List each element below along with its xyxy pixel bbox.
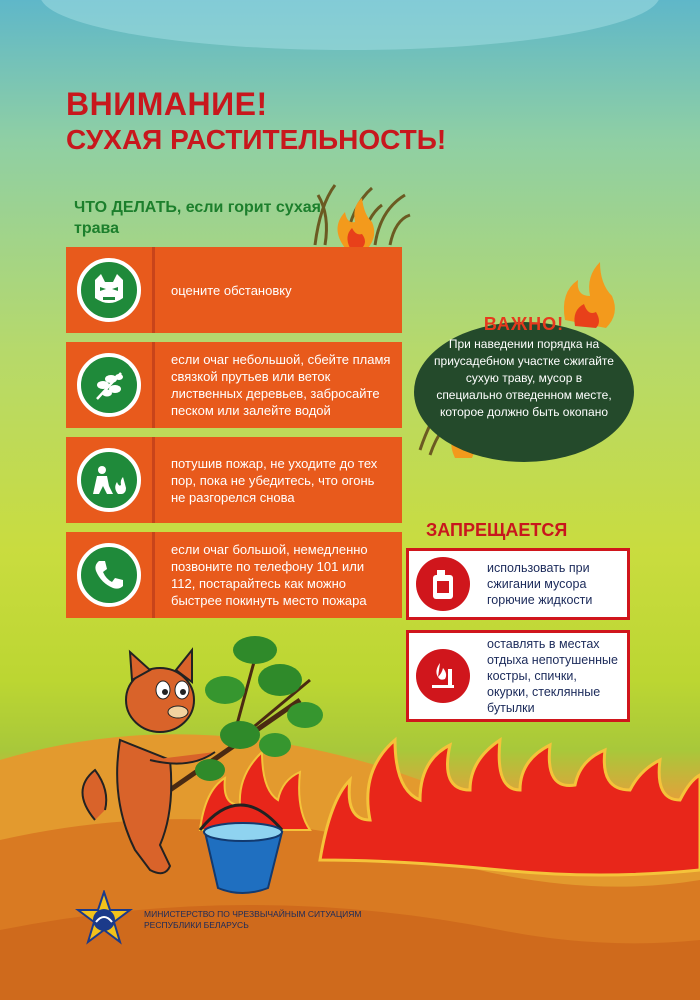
action-step xyxy=(66,247,402,333)
forbidden-item xyxy=(406,548,630,620)
page-title: ВНИМАНИЕ! xyxy=(66,86,268,122)
action-step-text: если очаг большой, немедленно позвоните по телефону 101 или 112, постарайтесь как можно быстрее покинуть место пожара xyxy=(171,542,368,608)
page-subtitle: СУХАЯ РАСТИТЕЛЬНОСТЬ! xyxy=(66,124,447,155)
action-step xyxy=(66,532,402,618)
action-step-text: если очаг небольшой, сбейте пламя связкой прутьев или веток лиственных деревьев, забросайте песком или залейте водой xyxy=(171,352,391,418)
important-note xyxy=(414,314,634,462)
wildfire-flames xyxy=(320,740,700,875)
branch-icon xyxy=(77,353,141,417)
mask-icon xyxy=(77,258,141,322)
phone-icon xyxy=(77,543,141,607)
action-step xyxy=(66,342,402,428)
forbidden-heading: ЗАПРЕЩАЕТСЯ xyxy=(426,520,568,540)
ministry-emblem-icon xyxy=(74,890,134,950)
what-to-do-heading: ЧТО ДЕЛАТЬ, если горит сухая трава xyxy=(74,199,321,237)
forbidden-item xyxy=(406,630,630,722)
important-title: ВАЖНО! xyxy=(483,314,565,334)
person-watching-fire-icon xyxy=(77,448,141,512)
action-step-text: потушив пожар, не уходите до тех пор, пока не убедитесь, что огонь не разгорелся снова xyxy=(171,455,378,505)
match-flame-icon xyxy=(416,649,470,703)
action-step xyxy=(66,437,402,523)
action-step-text: оцените обстановку xyxy=(171,282,292,298)
important-text: При наведении порядка на приусадебном участке сжигайте сухую траву, мусор в специально отведенном месте, которое должно быть окопано xyxy=(434,337,614,419)
forbidden-item-text: оставлять в местах отдыха непотушенные костры, спички, окурки, стеклянные бутылки xyxy=(487,637,618,715)
forbidden-item-text: использовать при сжигании мусора горючие жидкости xyxy=(487,561,593,607)
fuel-canister-icon xyxy=(416,557,470,611)
ministry-name: МИНИСТЕРСТВО ПО ЧРЕЗВЫЧАЙНЫМ СИТУАЦИЯМ РЕСПУБЛИКИ БЕЛАРУСЬ xyxy=(144,909,362,930)
